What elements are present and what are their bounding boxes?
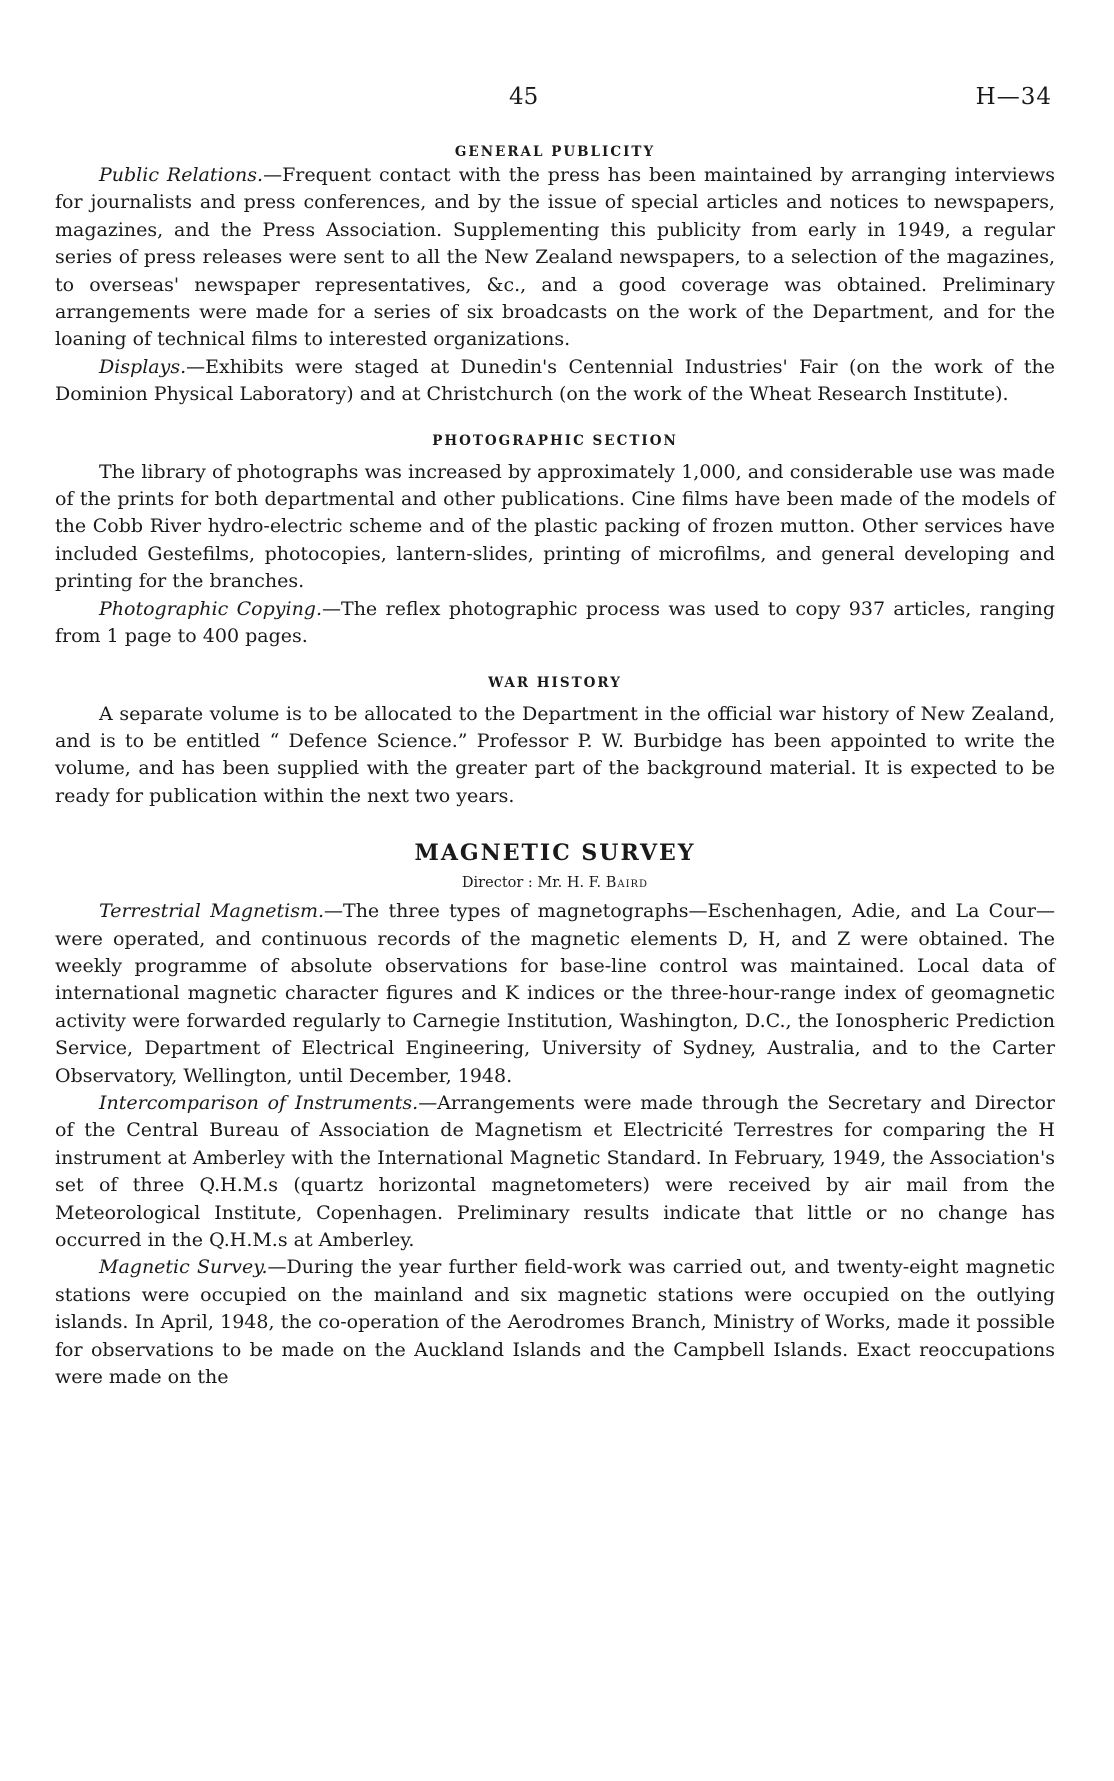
paragraph-displays (55, 354, 1055, 409)
paragraph-terrestrial-magnetism (55, 898, 1055, 1090)
director-name: Baird (605, 875, 649, 892)
paragraph-photographic-copying (55, 596, 1055, 651)
section-heading-war-history: WAR HISTORY (488, 674, 622, 691)
director-line (55, 872, 1055, 894)
section-heading-photographic: PHOTOGRAPHIC SECTION (432, 432, 678, 449)
section-heading-general-publicity: GENERAL PUBLICITY (454, 144, 656, 160)
paragraph-text: —The reflex photographic process was used to copy 937 articles, ranging from 1 page to 400 pages. (55, 597, 1055, 648)
document-reference: H—34 (975, 84, 1052, 110)
run-in-title: Terrestrial Magnetism. (99, 900, 325, 923)
run-in-title: Displays. (99, 355, 187, 378)
paragraph-text: —During the year further field-work was carried out, and twenty-eight magnetic stations were occupied on the mainland and six magnetic stations were occupied on the outlying islands. In April, 1948, the co-operation of the Aerodromes Branch, Ministry of Works, made it possible for observations to be made on the Auckland Islands and the Campbell Islands. Exact reoccupations were made on the (55, 1256, 1055, 1389)
page-number: 45 (509, 84, 539, 110)
paragraph-war-history: A separate volume is to be allocated to the Department in the official war history of New Zealand, and is to be entitled “ Defence Science.” Professor P. W. Burbidge has been appointed to write the volume, and has been supplied with the greater part of the background material. It is expected to be ready for publication within the next two years. (55, 702, 1055, 807)
section-heading-magnetic-survey: MAGNETIC SURVEY (414, 840, 696, 867)
paragraph-text: —The three types of magnetographs—Eschenhagen, Adie, and La Cour—were operated, and continuous records of the magnetic elements D, H, and Z were obtained. The weekly programme of absolute observations for base-line control was maintained. Local data of international magnetic character figures and K indices or the three-hour-range index of geomagnetic activity were forwarded regularly to Carnegie Institution, Washington, D.C., the Ionospheric Prediction Service, Department of Electrical Engineering, University of Sydney, Australia, and to the Carter Observatory, Wellington, until December, 1948. (55, 900, 1055, 1087)
paragraph-intercomparison (55, 1090, 1055, 1254)
run-in-title: Photographic Copying. (99, 597, 323, 620)
director-label: Director : Mr. H. F. (461, 875, 602, 892)
paragraph-photographic-intro: The library of photographs was increased by approximately 1,000, and considerable use was made of the prints for both departmental and other publications. Cine films have been made of the models of the Cobb River hydro-electric scheme and of the plastic packing of frozen mutton. Other services have included Gestefilms, photocopies, lantern-slides, printing of microfilms, and general developing and printing for the branches. (55, 460, 1055, 593)
paragraph-public-relations (55, 162, 1055, 354)
run-in-title: Magnetic Survey. (99, 1256, 268, 1279)
paragraph-magnetic-survey (55, 1254, 1055, 1391)
paragraph-text: —Exhibits were staged at Dunedin's Centennial Industries' Fair (on the work of the Dominion Physical Laboratory) and at Christchurch (on the work of the Wheat Research Institute). (55, 355, 1055, 406)
paragraph-text: —Frequent contact with the press has been maintained by arranging interviews for journalists and press conferences, and by the issue of special articles and notices to newspapers, magazines, and the Press Association. Supplementing this publicity from early in 1949, a regular series of press releases were sent to all the New Zealand newspapers, to a selection of the magazines, to overseas' newspaper representatives, &c., and a good coverage was obtained. Preliminary arrangements were made for a series of six broadcasts on the work of the Department, and for the loaning of technical films to interested organizations. (55, 164, 1056, 351)
page-header (0, 84, 1114, 116)
page-body (55, 142, 1055, 1391)
paragraph-text: —Arrangements were made through the Secretary and Director of the Central Bureau of Association de Magnetism et Electricité Terrestres for comparing the H instrument at Amberley with the International Magnetic Standard. In February, 1949, the Association's set of three Q.H.M.s (quartz horizontal magnetometers) were received by air mail from the Meteorological Institute, Copenhagen. Preliminary results indicate that little or no change has occurred in the Q.H.M.s at Amberley. (55, 1091, 1056, 1251)
run-in-title: Intercomparison of Instruments. (99, 1091, 419, 1114)
run-in-title: Public Relations. (99, 164, 264, 186)
